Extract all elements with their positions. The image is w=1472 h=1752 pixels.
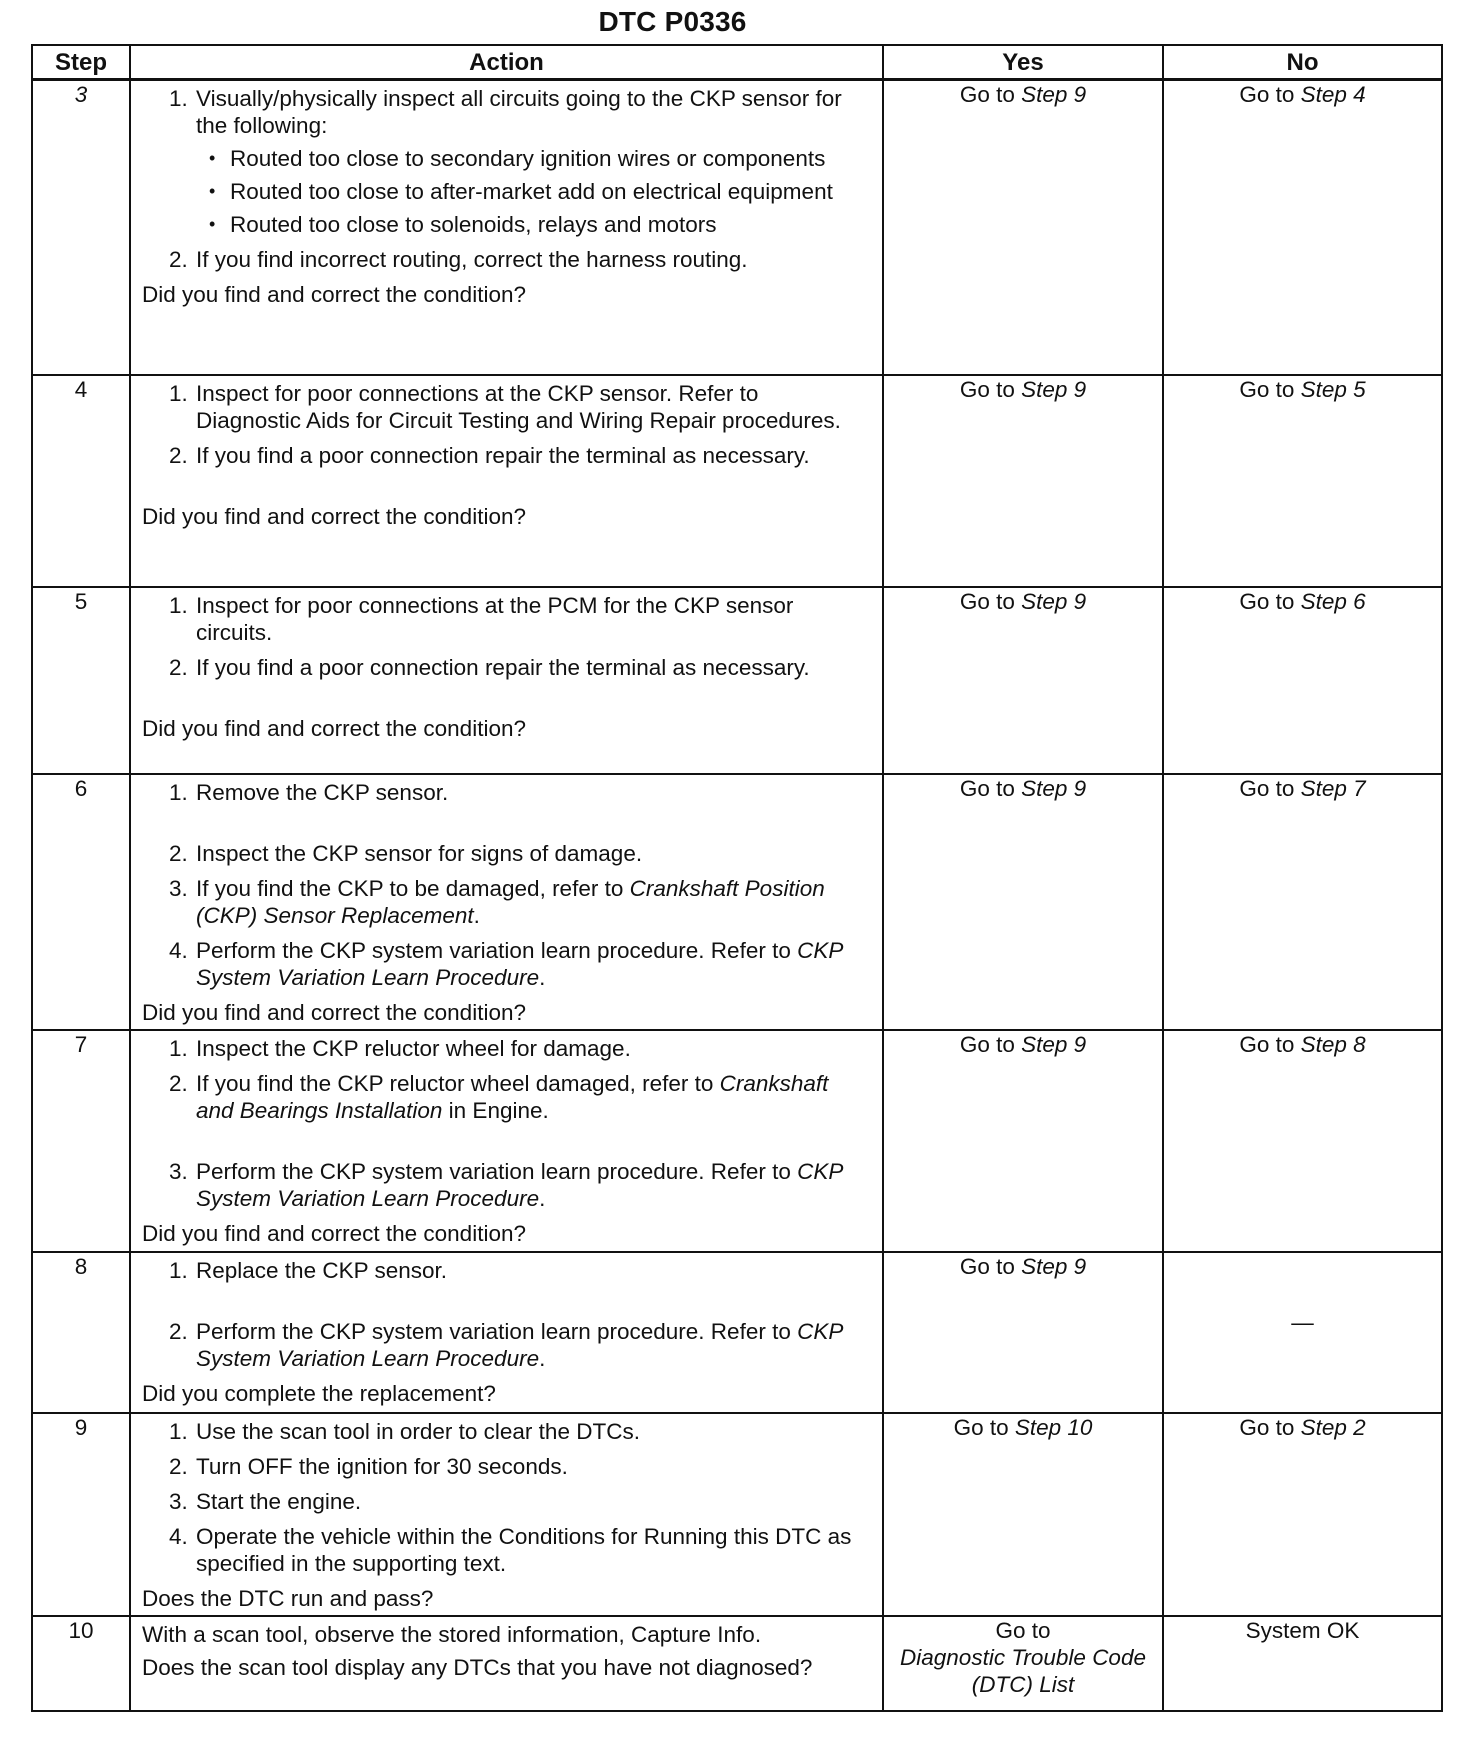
question-text: Does the DTC run and pass?: [142, 1585, 434, 1611]
list-item: 1. Use the scan tool in order to clear the DTCs.: [169, 1418, 640, 1444]
list-item: 1. Replace the CKP sensor.: [169, 1257, 447, 1283]
action-list: [142, 1035, 868, 1212]
no-cell: Go to Step 4: [1163, 80, 1442, 375]
list-item: 2. If you find incorrect routing, correct the harness routing.: [169, 247, 748, 272]
bullet-item: • Routed too close to solenoids, relays and motors: [209, 212, 717, 237]
step-number: 7: [32, 1030, 130, 1252]
header-no: No: [1163, 45, 1442, 80]
question-text: Did you find and correct the condition?: [142, 282, 526, 307]
yes-cell: Go to Step 9: [883, 375, 1163, 587]
action-list: [142, 1257, 868, 1372]
action-list: [142, 1418, 868, 1577]
list-item: 2. If you find the CKP reluctor wheel damaged, refer to Crankshaft and Bearings Installation in Engine.: [169, 1070, 829, 1123]
question-text: Did you find and correct the condition?: [142, 503, 526, 529]
action-list: [142, 779, 868, 991]
action-list: [142, 592, 868, 681]
no-cell: Go to Step 6: [1163, 587, 1442, 774]
step-number: 10: [32, 1616, 130, 1711]
yes-cell: Go to Step 9: [883, 774, 1163, 1030]
table-row-step-10: [32, 1616, 1442, 1711]
yes-cell: Go to Step 10: [883, 1413, 1163, 1616]
instruction-text: With a scan tool, observe the stored information, Capture Info.: [142, 1621, 762, 1647]
action-cell: [130, 1252, 883, 1413]
table-row-step-9: [32, 1413, 1442, 1616]
header-row: [32, 45, 1442, 80]
action-cell: [130, 774, 883, 1030]
table-row-step-3: [32, 80, 1442, 375]
yes-cell: Go to Diagnostic Trouble Code (DTC) List: [883, 1616, 1163, 1711]
no-cell: Go to Step 2: [1163, 1413, 1442, 1616]
question-text: Does the scan tool display any DTCs that you have not diagnosed?: [142, 1654, 813, 1680]
question-text: Did you find and correct the condition?: [142, 1220, 526, 1246]
page-title: DTC P0336: [598, 6, 747, 37]
list-item: 1. Visually/physically inspect all circuits going to the CKP sensor for the following: • Routed too close to secondary ignition wires or components • Routed too close to after-market add on electrical equipment • Routed too close to solenoids, relays and motors: [169, 85, 868, 238]
list-item: 1. Inspect the CKP reluctor wheel for damage.: [169, 1035, 631, 1061]
action-cell: [130, 375, 883, 587]
list-item: 4. Operate the vehicle within the Conditions for Running this DTC as specified in the supporting text.: [169, 1523, 852, 1576]
no-cell: Go to Step 7: [1163, 774, 1442, 1030]
question-text: Did you find and correct the condition?: [142, 999, 526, 1025]
step-number: 6: [32, 774, 130, 1030]
list-item: 3. Start the engine.: [169, 1488, 362, 1514]
action-cell: [130, 587, 883, 774]
no-cell: Go to Step 5: [1163, 375, 1442, 587]
table-row-step-6: [32, 774, 1442, 1030]
step-number: 9: [32, 1413, 130, 1616]
list-item: 2. Inspect the CKP sensor for signs of damage.: [169, 840, 643, 866]
bullet-list: [196, 145, 868, 238]
no-cell: System OK: [1163, 1616, 1442, 1711]
step-number: 4: [32, 375, 130, 587]
list-item: 1. Inspect for poor connections at the CKP sensor. Refer to Diagnostic Aids for Circuit Testing and Wiring Repair procedures.: [169, 380, 841, 433]
yes-cell: Go to Step 9: [883, 80, 1163, 375]
list-item: 4. Perform the CKP system variation learn procedure. Refer to CKP System Variation Learn Procedure.: [169, 937, 843, 990]
list-item: 2. Turn OFF the ignition for 30 seconds.: [169, 1453, 568, 1479]
header-step: Step: [32, 45, 130, 80]
yes-cell: Go to Step 9: [883, 1252, 1163, 1413]
header-yes: Yes: [883, 45, 1163, 80]
step-number: 8: [32, 1252, 130, 1413]
list-item: 3. Perform the CKP system variation learn procedure. Refer to CKP System Variation Learn Procedure.: [169, 1158, 843, 1211]
step-number: 3: [32, 80, 130, 375]
list-item: 1. Remove the CKP sensor.: [169, 779, 449, 805]
yes-cell: Go to Step 9: [883, 587, 1163, 774]
table-row-step-5: [32, 587, 1442, 774]
bullet-item: • Routed too close to after-market add on electrical equipment: [209, 179, 833, 204]
table-row-step-8: [32, 1252, 1442, 1413]
table-row-step-7: [32, 1030, 1442, 1252]
no-cell: —: [1163, 1252, 1442, 1413]
step-number: 5: [32, 587, 130, 774]
action-cell: [130, 1030, 883, 1252]
action-cell: [130, 1616, 883, 1711]
no-cell: Go to Step 8: [1163, 1030, 1442, 1252]
action-cell: [130, 80, 883, 375]
action-list: [142, 380, 868, 469]
header-action: Action: [130, 45, 883, 80]
yes-cell: Go to Step 9: [883, 1030, 1163, 1252]
action-list: [142, 85, 868, 273]
list-item: 2. Perform the CKP system variation learn procedure. Refer to CKP System Variation Learn Procedure.: [169, 1318, 843, 1371]
diagnostic-table: [31, 44, 1443, 1712]
list-item: 2. If you find a poor connection repair the terminal as necessary.: [169, 442, 810, 468]
list-item: 3. If you find the CKP to be damaged, refer to Crankshaft Position (CKP) Sensor Replacement.: [169, 875, 825, 928]
question-text: Did you complete the replacement?: [142, 1380, 496, 1406]
list-item: 2. If you find a poor connection repair the terminal as necessary.: [169, 654, 810, 680]
question-text: Did you find and correct the condition?: [142, 715, 526, 741]
list-item: 1. Inspect for poor connections at the PCM for the CKP sensor circuits.: [169, 592, 794, 645]
action-cell: [130, 1413, 883, 1616]
bullet-item: • Routed too close to secondary ignition wires or components: [209, 146, 826, 171]
table-row-step-4: [32, 375, 1442, 587]
